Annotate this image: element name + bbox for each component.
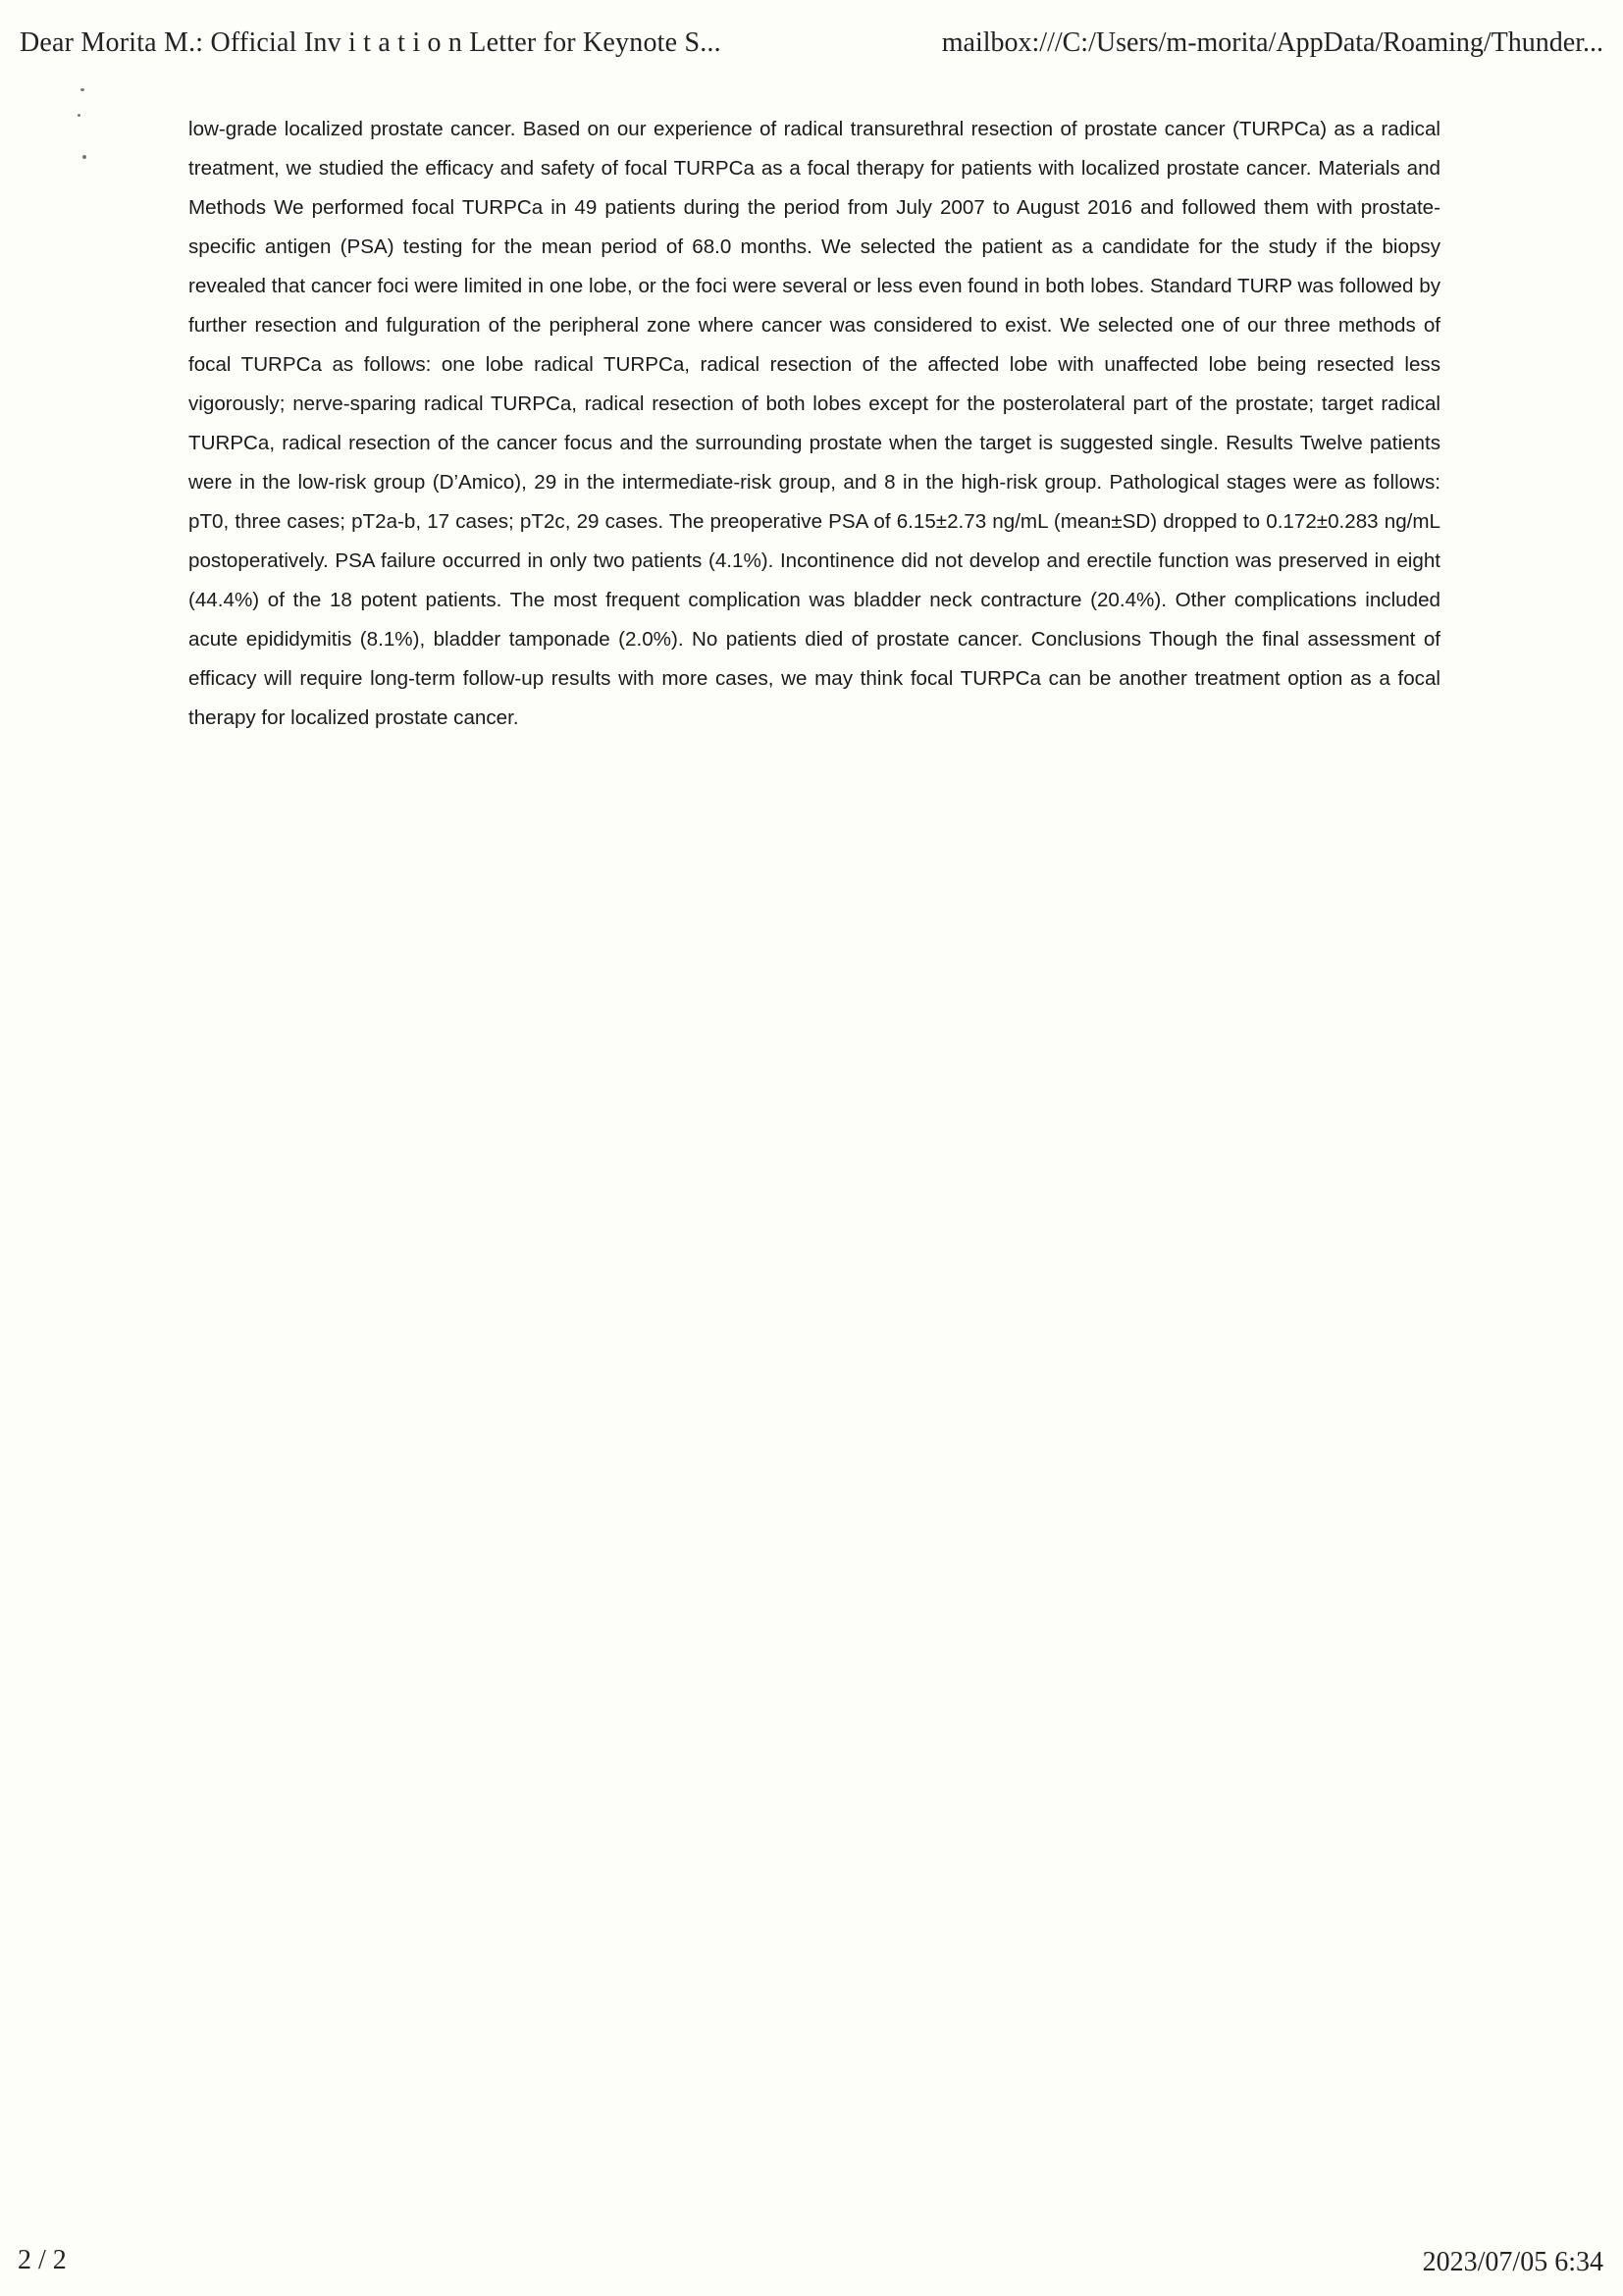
scan-artifact — [82, 155, 86, 159]
email-subject-title: Dear Morita M.: Official Inv i t a t i o n Letter for Keynote S... — [20, 27, 721, 58]
print-datetime: 2023/07/05 6:34 — [1422, 2247, 1603, 2277]
scan-artifact — [78, 114, 80, 117]
page-indicator: 2 / 2 — [18, 2245, 67, 2275]
abstract-body-text: low-grade localized prostate cancer. Based on our experience of radical transurethral resection of prostate cancer (TURPCa) as a radical treatment, we studied the efficacy and safety of focal TURPCa as a focal therapy for patients with localized prostate cancer. Materials and Methods We performed focal TURPCa in 49 patients during the period from July 2007 to August 2016 and followed them with prostate-specific antigen (PSA) testing for the mean period of 68.0 months. We selected the patient as a candidate for the study if the biopsy revealed that cancer foci were limited in one lobe, or the foci were several or less even found in both lobes. Standard TURP was followed by further resection and fulguration of the peripheral zone where cancer was considered to exist. We selected one of our three methods of focal TURPCa as follows: one lobe radical TURPCa, radical resection of the affected lobe with unaffected lobe being resected less vigorously; nerve-sparing radical TURPCa, radical resection of both lobes except for the posterolateral part of the prostate; target radical TURPCa, radical resection of the cancer focus and the surrounding prostate when the target is suggested single. Results Twelve patients were in the low-risk group (D’Amico), 29 in the intermediate-risk group, and 8 in the high-risk group. Pathological stages were as follows: pT0, three cases; pT2a-b, 17 cases; pT2c, 29 cases. The preoperative PSA of 6.15±2.73 ng/mL (mean±SD) dropped to 0.172±0.283 ng/mL postoperatively. PSA failure occurred in only two patients (4.1%). Incontinence did not develop and erectile function was preserved in eight (44.4%) of the 18 potent patients. The most frequent complication was bladder neck contracture (20.4%). Other complications included acute epididymitis (8.1%), bladder tamponade (2.0%). No patients died of prostate cancer. Conclusions Though the final assessment of efficacy will require long-term follow-up results with more cases, we may think focal TURPCa can be another treatment option as a focal therapy for localized prostate cancer. — [188, 118, 1440, 729]
mailbox-url: mailbox:///C:/Users/m-morita/AppData/Roaming/Thunder... — [941, 27, 1603, 58]
scan-artifact — [80, 88, 84, 91]
